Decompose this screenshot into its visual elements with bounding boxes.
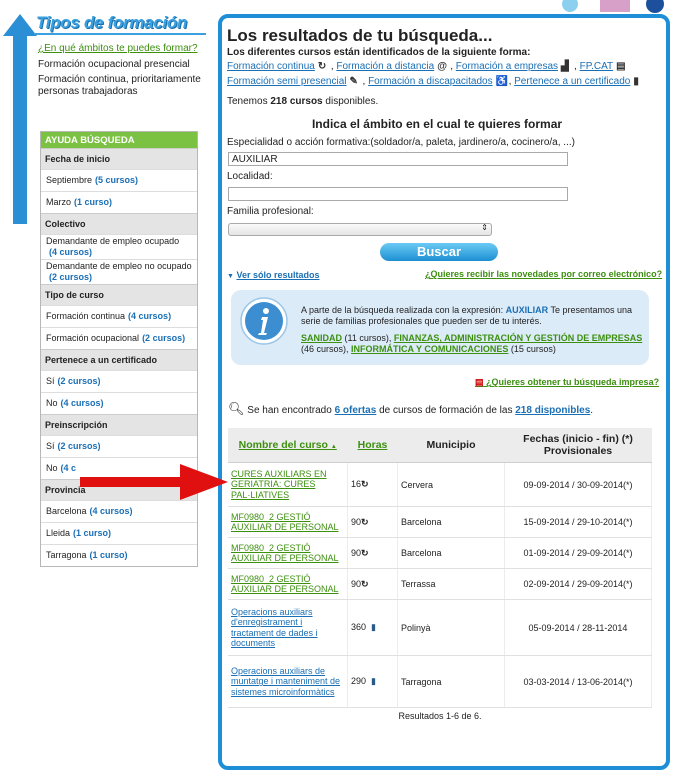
course-name-link[interactable]: CURES AUXILIARS EN GERIATRIA: CURES PAL·LIATIVES [228, 463, 348, 507]
legend-subtitle: Los diferentes cursos están identificados de la siguiente forma: [227, 47, 531, 58]
course-hours: 16↻ [348, 463, 398, 507]
type-empresas[interactable]: Formación a empresas [455, 61, 559, 72]
type-continua[interactable]: Formación continua [227, 61, 315, 72]
ayuda-busqueda-header: AYUDA BÚSQUEDA [41, 132, 197, 148]
filter-section-fecha: Fecha de inicio [41, 148, 197, 169]
filter-section-preinscripcion: Preinscripción [41, 414, 197, 435]
course-municipio: Cervera [398, 463, 505, 507]
course-hours: 290 ▮ [348, 656, 398, 708]
select-arrows-icon: ⇕ [481, 223, 488, 232]
buscar-button[interactable]: Buscar [380, 243, 498, 261]
refresh-icon: ↻ [361, 547, 369, 558]
course-municipio: Terrassa [398, 569, 505, 600]
course-municipio: Barcelona [398, 538, 505, 569]
wheelchair-icon: ♿ [495, 76, 509, 87]
search-form-heading: Indica el ámbito en el cual te quieres formar [311, 117, 563, 131]
pagination-summary: Resultados 1-6 de 6. [398, 711, 482, 721]
localidad-input[interactable] [228, 187, 568, 201]
course-name-link[interactable]: Operacions auxiliars de muntatge i manteniment de sistemes microinformàtics [228, 656, 348, 708]
title-underline [34, 33, 206, 35]
filter-item[interactable]: Septiembre (5 cursos) [41, 169, 197, 191]
course-municipio: Tarragona [398, 656, 505, 708]
info-text: A parte de la búsqueda realizada con la expresión: AUXILIAR Te presentamos una serie de familias profesionales que pueden ser de tu interés. [301, 305, 633, 326]
course-hours: 360 ▮ [348, 600, 398, 656]
course-municipio: Polinyà [398, 600, 505, 656]
course-dates: 03-03-2014 / 13-06-2014(*) [505, 656, 652, 708]
type-semipresencial[interactable]: Formación semi presencial [227, 76, 347, 87]
family-informatica-link[interactable]: INFORMÁTICA Y COMUNICACIONES [351, 344, 509, 354]
books-icon: ▤ [616, 61, 626, 72]
col-fechas-header: Fechas (inicio - fin) (*) Provisionales [505, 428, 652, 463]
header-illustration [560, 0, 675, 14]
refresh-icon: ↻ [317, 61, 327, 72]
familia-select[interactable] [228, 223, 492, 236]
page-title: Los resultados de tu búsqueda... [227, 26, 493, 45]
filter-item[interactable]: Demandante de empleo ocupado (4 cursos) [41, 234, 197, 259]
available-courses-text: Tenemos 218 cursos disponibles. [227, 96, 379, 107]
localidad-label: Localidad: [227, 171, 273, 182]
refresh-icon: ↻ [361, 516, 369, 527]
filter-item[interactable]: Formación ocupacional (2 cursos) [41, 327, 197, 349]
table-row [228, 656, 652, 708]
filter-item[interactable]: Marzo (1 curso) [41, 191, 197, 213]
refresh-icon: ↻ [361, 578, 369, 589]
factory-icon: ▟ [561, 61, 569, 72]
certificate-icon: ▮ [371, 676, 376, 686]
pen-icon: ✎ [349, 76, 358, 87]
ambitos-question-link[interactable]: ¿En qué ámbitos te puedes formar? [38, 43, 198, 54]
ambito-presencial-link[interactable]: Formación ocupacional presencial [38, 59, 190, 70]
filter-item[interactable]: Barcelona (4 cursos) [41, 500, 197, 522]
filter-item[interactable]: Sí (2 cursos) [41, 370, 197, 392]
filter-item[interactable]: No (4 c [41, 457, 197, 479]
course-dates: 15-09-2014 / 29-10-2014(*) [505, 507, 652, 538]
course-name-link[interactable]: MF0980_2 GESTIÓ AUXILIAR DE PERSONAL [228, 507, 348, 538]
family-links: SANIDAD (11 cursos), FINANZAS, ADMINISTRACIÓN Y GESTIÓN DE EMPRESAS (46 cursos), INFORMÁTICA Y COMUNICACIONES (15 cursos) [301, 333, 643, 354]
print-search-link[interactable]: ▤ ¿Quieres obtener tu búsqueda impresa? [475, 377, 660, 387]
results-count: 🔍︎ Se han encontrado 6 ofertas de cursos de formación de las 218 disponibles. [228, 401, 594, 416]
col-municipio-header: Municipio [398, 428, 505, 463]
type-distancia[interactable]: Formación a distancia [336, 61, 435, 72]
course-name-link[interactable]: MF0980_2 GESTIÓ AUXILIAR DE PERSONAL [228, 569, 348, 600]
filter-section-certificado: Pertenece a un certificado [41, 349, 197, 370]
results-table [228, 428, 652, 708]
course-name-link[interactable]: Operacions auxiliars d'enregistrament i tractament de dades i documents [228, 600, 348, 656]
chevron-down-icon: ▼ [227, 273, 234, 280]
table-row [228, 538, 652, 569]
filter-section-tipo: Tipo de curso [41, 284, 197, 305]
filter-item[interactable]: Lleida (1 curso) [41, 522, 197, 544]
type-certificado[interactable]: Pertenece a un certificado [514, 76, 631, 87]
course-dates: 02-09-2014 / 29-09-2014(*) [505, 569, 652, 600]
red-pointer-arrow [80, 462, 228, 502]
course-dates: 01-09-2014 / 29-09-2014(*) [505, 538, 652, 569]
table-row [228, 569, 652, 600]
course-hours: 90↻ [348, 507, 398, 538]
blue-up-arrow-decoration [3, 14, 37, 224]
certificate-icon: ▮ [633, 76, 639, 87]
table-row [228, 507, 652, 538]
familia-label: Familia profesional: [227, 206, 314, 217]
filter-item[interactable]: No (4 cursos) [41, 392, 197, 414]
disponibles-link[interactable]: 218 disponibles [515, 405, 591, 416]
refresh-icon: ↻ [361, 479, 369, 489]
magnifier-icon: 🔍︎ [228, 401, 245, 416]
especialidad-input[interactable]: AUXILIAR [228, 152, 568, 166]
course-dates: 05-09-2014 / 28-11-2014 [505, 600, 652, 656]
family-finanzas-link[interactable]: FINANZAS, ADMINISTRACIÓN Y GESTIÓN DE EMPRESAS [393, 333, 643, 343]
filter-item[interactable]: Formación continua (4 cursos) [41, 305, 197, 327]
course-dates: 09-09-2014 / 30-09-2014(*) [505, 463, 652, 507]
especialidad-label: Especialidad o acción formativa:(soldador/a, paleta, jardinero/a, cocinero/a, ...) [227, 137, 575, 148]
filter-section-colectivo: Colectivo [41, 213, 197, 234]
filter-section-provincia: Provincia [41, 479, 197, 500]
ver-solo-resultados-link[interactable]: ▼ Ver sólo resultados [227, 270, 320, 280]
type-fpcat[interactable]: FP.CAT [579, 61, 614, 72]
newsletter-link[interactable]: ¿Quieres recibir las novedades por correo electrónico? [425, 269, 663, 279]
ambito-continua-link[interactable]: Formación continua, prioritariamente personas trabajadoras [38, 74, 201, 97]
table-row [228, 463, 652, 507]
course-type-legend: Formación continua ↻ , Formación a distancia @ , Formación a empresas ▟ , FP.CAT ▤ Formación semi presencial ✎ , Formación a discapacitados ♿, Pertenece a un certificado ▮ [227, 59, 647, 89]
table-row [228, 600, 652, 656]
filter-item[interactable]: Sí (2 cursos) [41, 435, 197, 457]
pdf-icon: ▤ [475, 377, 484, 387]
type-discapacitados[interactable]: Formación a discapacitados [368, 76, 493, 87]
family-sanidad-link[interactable]: SANIDAD [301, 333, 343, 343]
col-nombre-header[interactable]: Nombre del curso ▲ [228, 428, 348, 463]
table-header-row [228, 428, 652, 463]
col-horas-header[interactable]: Horas [348, 428, 398, 463]
filter-item[interactable]: Tarragona (1 curso) [41, 544, 197, 566]
at-icon: @ [437, 61, 447, 72]
certificate-icon: ▮ [371, 622, 376, 632]
tipos-formacion-title: Tipos de formación [36, 13, 188, 32]
filter-item[interactable]: Demandante de empleo no ocupado (2 cursos) [41, 259, 197, 284]
course-hours: 90↻ [348, 538, 398, 569]
sort-ascending-icon: ▲ [330, 444, 337, 450]
course-name-link[interactable]: MF0980_2 GESTIÓ AUXILIAR DE PERSONAL [228, 538, 348, 569]
ofertas-link[interactable]: 6 ofertas [334, 405, 377, 416]
info-icon [240, 297, 288, 345]
course-hours: 90↻ [348, 569, 398, 600]
course-municipio: Barcelona [398, 507, 505, 538]
